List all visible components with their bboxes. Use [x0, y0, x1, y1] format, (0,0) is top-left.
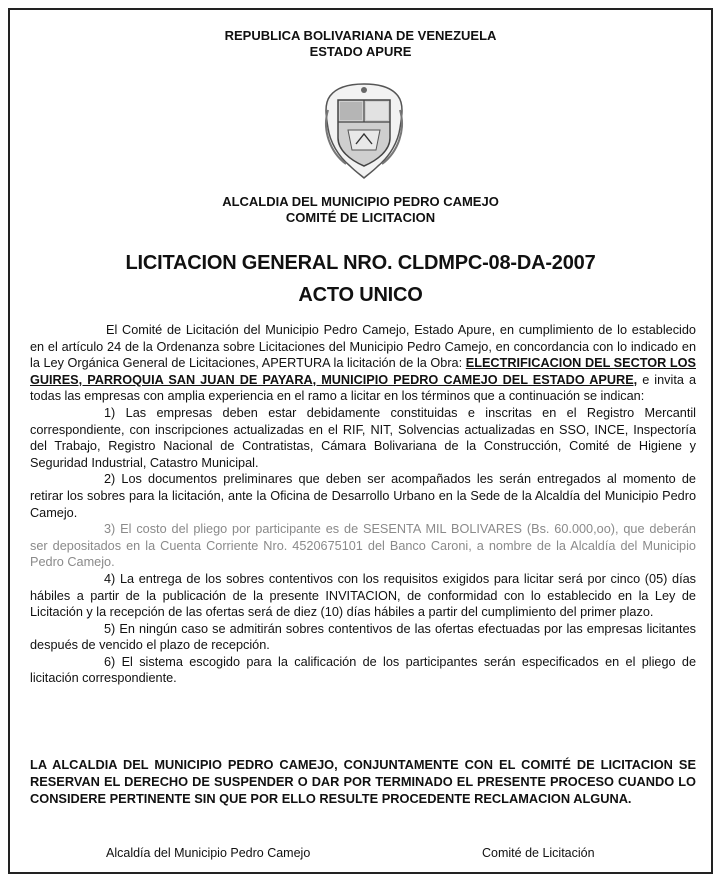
header-republic: REPUBLICA BOLIVARIANA DE VENEZUELA	[224, 28, 497, 43]
signature-committee: Comité de Licitación	[482, 846, 595, 860]
header-state: ESTADO APURE	[309, 44, 412, 59]
header-mayoralty: ALCALDIA DEL MUNICIPIO PEDRO CAMEJO	[222, 194, 499, 209]
intro-text-a: El Comité de Licitación del Municipio Pedro Camejo, Estado Apure, en cumplimiento de lo establecido en el artículo 24 de la Ordenanza sobre Licitaciones del Municipio Pedro Camejo, en concordancia con lo indicado en la Ley Orgánica General de Licitaciones, APERTURA la licitación de la Obra:	[30, 323, 696, 371]
list-item: 3) El costo del pliego por participante es de SESENTA MIL BOLIVARES (Bs. 60.000,oo), que deberán ser depositados en la Cuenta Corriente Nro. 4520675101 del Banco Caroni, a nombre de la Alcaldía del Municipio Pedro Camejo.	[30, 522, 696, 570]
notice-body	[30, 322, 696, 687]
list-item: 1) Las empresas deben estar debidamente constituidas e inscritas en el Registro Mercantil correspondiente, con inscripciones actualizadas en el RIF, NIT, Solvencias actualizadas en SSO, INCE, Inspectoría del Trabajo, Registro Nacional de Contratistas, Cámara Bolivariana de la Construcción, Comité de Higiene y Seguridad Industrial, Catastro Municipal.	[30, 405, 696, 470]
tender-title: LICITACION GENERAL NRO. CLDMPC-08-DA-2007	[125, 252, 596, 274]
notice-page	[8, 8, 713, 874]
intro-text-b: e invita a todas las empresas con amplia experiencia en el ramo a licitar en los términos que a continuación se indican:	[30, 372, 696, 404]
list-item: 5) En ningún caso se admitirán sobres contentivos de las ofertas efectuadas por las empresas licitantes después de vencido el plazo de recepción.	[30, 621, 696, 653]
list-item: 4) La entrega de los sobres contentivos con los requisitos exigidos para licitar será por cinco (05) días hábiles a partir de la publicación de la presente INVITACION, de conformidad con lo establecido en la Ley de Licitación y la recepción de las ofertas será de diez (10) días hábiles a partir del cumplimiento del primer plazo.	[30, 571, 696, 620]
list-item: 2) Los documentos preliminares que deben ser acompañados les serán entregados al momento de retirar los sobres para la licitación, ante la Oficina de Desarrollo Urbano en la Sede de la Alcaldía del Municipio Pedro Camejo.	[30, 472, 696, 520]
list-item: 6) El sistema escogido para la calificación de los participantes serán especificados en el pliego de licitación correspondiente.	[30, 654, 696, 686]
closing-statement: LA ALCALDIA DEL MUNICIPIO PEDRO CAMEJO, CONJUNTAMENTE CON EL COMITÉ DE LICITACION SE RESERVAN EL DERECHO DE SUSPENDER O DAR POR TERMINADO EL PRESENTE PROCESO CUANDO LO CONSIDERE PERTINENTE SIN QUE POR ELLO RESULTE PROCEDENTE RECLAMACION ALGUNA.	[30, 757, 696, 806]
signature-mayoralty: Alcaldía del Municipio Pedro Camejo	[106, 846, 311, 860]
header-committee: COMITÉ DE LICITACION	[285, 210, 436, 225]
work-name: ELECTRIFICACION DEL SECTOR LOS GUIRES, PARROQUIA SAN JUAN DE PAYARA, MUNICIPIO PEDRO CAMEJO DEL ESTADO APURE,	[30, 356, 696, 387]
intro-paragraph	[30, 322, 696, 405]
tender-subtitle: ACTO UNICO	[298, 284, 423, 306]
coat-of-arms-icon	[318, 80, 410, 180]
